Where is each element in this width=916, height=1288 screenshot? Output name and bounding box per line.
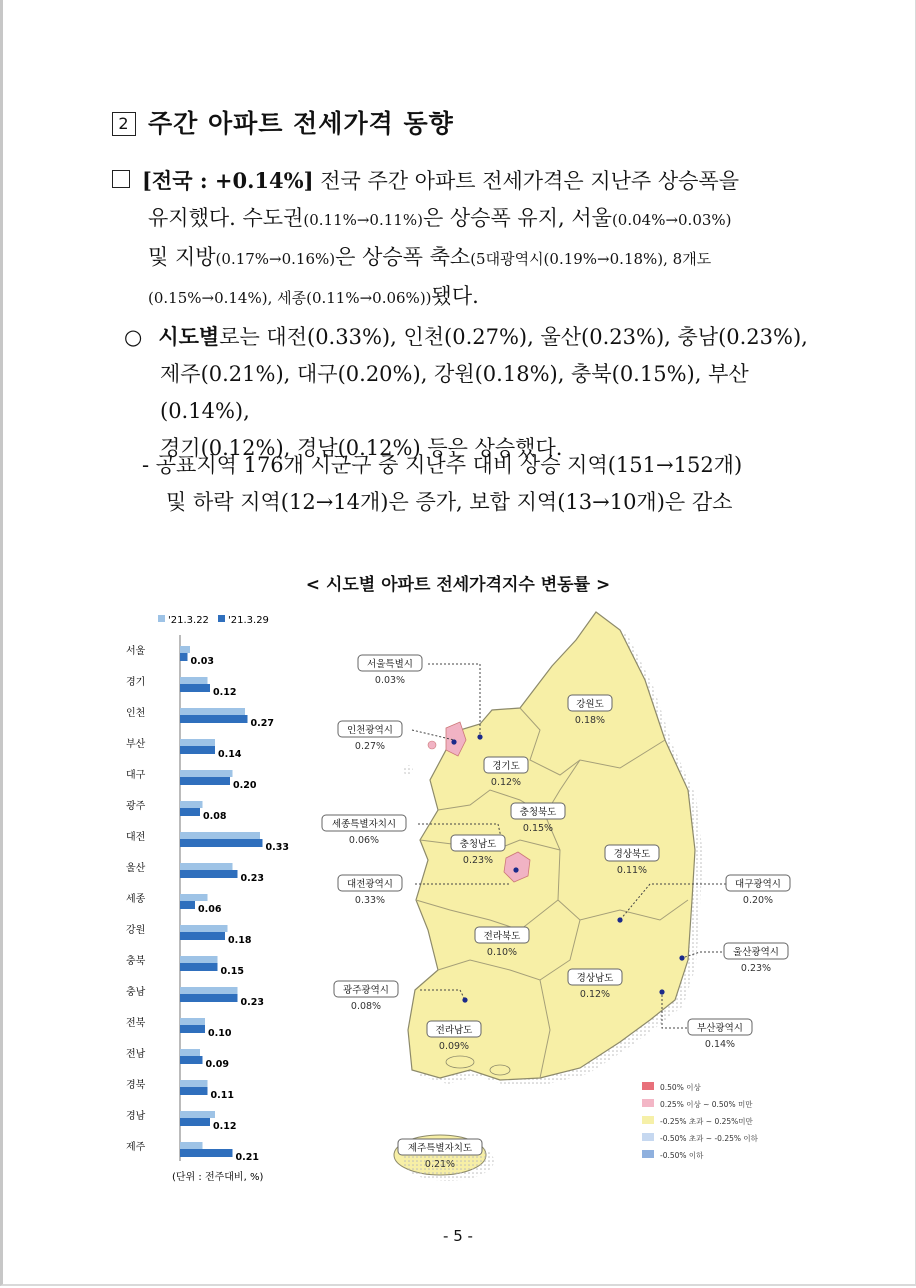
data-label: 0.06 xyxy=(198,904,222,915)
data-label: 0.10 xyxy=(208,1028,232,1039)
data-label: 0.14 xyxy=(218,749,242,760)
data-label: 0.20 xyxy=(233,780,257,791)
text: - 공표지역 176개 시군구 중 지난주 대비 상승 지역(151→152개) xyxy=(142,453,743,477)
bar-prev xyxy=(180,925,228,932)
region-value: 0.09% xyxy=(438,1041,470,1052)
category-label: 서울 xyxy=(126,646,146,657)
legend-label: 0.25% 이상 ~ 0.50% 미만 xyxy=(660,1100,753,1109)
data-label: 0.15 xyxy=(220,966,244,977)
region-name: 대구광역시 xyxy=(735,879,781,890)
paragraph-by-region xyxy=(124,318,814,467)
bar-current xyxy=(180,932,225,940)
region-value: 0.21% xyxy=(424,1159,456,1170)
bar-prev xyxy=(180,770,233,777)
bar-prev xyxy=(180,832,260,839)
bar-current xyxy=(180,808,200,816)
legend-label: -0.50% 초과 ~ -0.25% 이하 xyxy=(660,1134,758,1143)
text: (0.11%→0.11%) xyxy=(303,211,423,229)
region-name: 부산광역시 xyxy=(697,1023,743,1034)
region-name: 대전광역시 xyxy=(347,879,393,890)
data-label: 0.09 xyxy=(205,1059,229,1070)
region-value: 0.11% xyxy=(616,865,648,876)
category-label: 부산 xyxy=(126,739,146,750)
bar-prev xyxy=(180,956,218,963)
data-label: 0.11 xyxy=(210,1090,234,1101)
category-label: 충북 xyxy=(126,956,146,967)
text: 유지했다. 수도권 xyxy=(148,206,304,230)
bar-current xyxy=(180,1056,203,1064)
data-label: 0.33 xyxy=(265,842,289,853)
region-name: 전라남도 xyxy=(435,1025,473,1036)
circle-bullet-icon: ○ xyxy=(124,325,143,349)
legend-swatch xyxy=(158,615,165,622)
legend-label: '21.3.22 xyxy=(168,615,209,626)
bar-current xyxy=(180,684,210,692)
bar-prev xyxy=(180,1080,208,1087)
region-name: 서울특별시 xyxy=(367,659,413,670)
category-label: 전남 xyxy=(126,1049,146,1060)
region-lead: 시도별 xyxy=(158,324,220,349)
bar-prev xyxy=(180,1049,200,1056)
legend-swatch xyxy=(642,1150,654,1158)
island-shape xyxy=(490,1065,510,1075)
bar-prev xyxy=(180,894,208,901)
legend-swatch xyxy=(642,1082,654,1090)
region-name: 인천광역시 xyxy=(347,725,393,736)
bar-prev xyxy=(180,801,203,808)
region-name: 광주광역시 xyxy=(343,985,389,996)
korea-map xyxy=(320,600,800,1200)
bar-prev xyxy=(180,1142,203,1149)
region-name: 강원도 xyxy=(576,699,604,710)
data-label: 0.21 xyxy=(235,1152,259,1163)
text: (0.04%→0.03%) xyxy=(611,211,732,229)
region-value: 0.27% xyxy=(354,741,386,752)
text: (0.15%→0.14%), 세종(0.11%→0.06%)) xyxy=(148,289,432,307)
bar-current xyxy=(180,1149,233,1157)
region-value: 0.03% xyxy=(374,675,406,686)
region-name: 경상남도 xyxy=(576,973,614,984)
region-value: 0.14% xyxy=(704,1039,736,1050)
bar-current xyxy=(180,963,218,971)
text: 및 하락 지역(12→14개)은 증가, 보합 지역(13→10개)은 감소 xyxy=(166,490,733,514)
text: (0.17%→0.16%) xyxy=(215,250,336,268)
bar-prev xyxy=(180,677,208,684)
data-label: 0.23 xyxy=(240,997,264,1008)
region-value: 0.15% xyxy=(522,823,554,834)
region-value: 0.23% xyxy=(740,963,772,974)
text: 제주(0.21%), 대구(0.20%), 강원(0.18%), 충북(0.15%), 부산(0.14%), xyxy=(160,362,749,423)
region-value: 0.12% xyxy=(579,989,611,1000)
category-label: 대전 xyxy=(126,832,146,843)
paragraph-district-count xyxy=(142,447,814,521)
region-value: 0.08% xyxy=(350,1001,382,1012)
section-heading xyxy=(112,104,454,140)
bar-prev xyxy=(180,863,233,870)
bar-prev xyxy=(180,1018,205,1025)
checkbox-bullet-icon xyxy=(112,170,130,188)
bar-current xyxy=(180,1118,210,1126)
text: 됐다. xyxy=(431,284,479,308)
category-label: 강원 xyxy=(126,925,146,936)
text: 전국 주간 아파트 전세가격은 지난주 상승폭을 xyxy=(313,169,739,193)
section-number: 2 xyxy=(112,112,136,136)
bar-current xyxy=(180,777,230,785)
region-value: 0.18% xyxy=(574,715,606,726)
island-shape xyxy=(446,1056,474,1068)
text: 은 상승폭 축소 xyxy=(335,245,471,269)
map-legend xyxy=(642,1082,759,1160)
category-label: 경남 xyxy=(126,1111,146,1122)
chart-unit-note: (단위 : 전주대비, %) xyxy=(172,1172,264,1183)
bar-prev xyxy=(180,1111,215,1118)
legend-label: 0.50% 이상 xyxy=(660,1083,701,1092)
region-value: 0.12% xyxy=(490,777,522,788)
data-label: 0.03 xyxy=(190,656,214,667)
bar-current xyxy=(180,715,248,723)
region-name: 충청남도 xyxy=(459,839,497,850)
bar-current xyxy=(180,653,188,661)
category-label: 인천 xyxy=(126,708,146,719)
region-value: 0.23% xyxy=(462,855,494,866)
bar-prev xyxy=(180,739,215,746)
data-label: 0.12 xyxy=(213,1121,237,1132)
legend-swatch xyxy=(642,1116,654,1124)
text: 로는 대전(0.33%), 인천(0.27%), 울산(0.23%), 충남(0.23%), xyxy=(219,325,808,349)
national-lead: [전국 : +0.14%] xyxy=(142,168,314,193)
data-label: 0.23 xyxy=(240,873,264,884)
region-name: 경상북도 xyxy=(613,849,651,860)
category-label: 세종 xyxy=(126,894,146,905)
legend-swatch xyxy=(218,615,225,622)
text: (5대광역시(0.19%→0.18%), 8개도 xyxy=(470,250,712,268)
data-label: 0.18 xyxy=(228,935,252,946)
legend-label: -0.25% 초과 ~ 0.25%미만 xyxy=(660,1117,753,1126)
paragraph-national xyxy=(112,162,812,317)
category-label: 충남 xyxy=(126,987,146,998)
text: 및 지방 xyxy=(148,245,216,269)
region-name: 경기도 xyxy=(492,761,520,772)
region-value: 0.10% xyxy=(486,947,518,958)
region-value: 0.06% xyxy=(348,835,380,846)
legend-label: -0.50% 이하 xyxy=(660,1151,704,1160)
category-label: 대구 xyxy=(126,770,146,781)
region-value: 0.20% xyxy=(742,895,774,906)
bar-prev xyxy=(180,987,238,994)
bar-current xyxy=(180,1025,205,1033)
bar-current xyxy=(180,994,238,1002)
legend-swatch xyxy=(642,1099,654,1107)
incheon-island xyxy=(428,741,436,749)
category-label: 전북 xyxy=(126,1018,146,1029)
section-title: 주간 아파트 전세가격 동향 xyxy=(148,109,454,138)
chart-legend xyxy=(158,615,269,626)
data-label: 0.08 xyxy=(203,811,227,822)
bar-current xyxy=(180,870,238,878)
region-name: 세종특별자치시 xyxy=(331,819,397,830)
category-label: 광주 xyxy=(126,801,146,812)
bar-current xyxy=(180,901,195,909)
data-label: 0.27 xyxy=(250,718,274,729)
region-name: 제주특별자치도 xyxy=(407,1143,473,1154)
region-value: 0.33% xyxy=(354,895,386,906)
region-name: 충청북도 xyxy=(519,807,557,818)
category-label: 제주 xyxy=(126,1142,146,1153)
legend-swatch xyxy=(642,1133,654,1141)
category-label: 울산 xyxy=(126,863,146,874)
text: 은 상승폭 유지, 서울 xyxy=(422,206,612,230)
bar-prev xyxy=(180,646,190,653)
category-label: 경북 xyxy=(126,1080,146,1091)
text: 경기(0.12%), 경남(0.12%) 등은 상승했다. xyxy=(160,436,563,460)
bar-chart xyxy=(120,605,320,1195)
bar-current xyxy=(180,839,263,847)
island-texture xyxy=(403,765,413,775)
legend-label: '21.3.29 xyxy=(228,615,269,626)
category-label: 경기 xyxy=(126,677,146,688)
data-label: 0.12 xyxy=(213,687,237,698)
bar-prev xyxy=(180,708,245,715)
bar-current xyxy=(180,746,215,754)
page-number: - 5 - xyxy=(443,1227,473,1245)
bar-current xyxy=(180,1087,208,1095)
figure-title: < 시도별 아파트 전세가격지수 변동률 > xyxy=(305,575,611,595)
region-name: 전라북도 xyxy=(483,931,521,942)
region-name: 울산광역시 xyxy=(733,947,779,958)
